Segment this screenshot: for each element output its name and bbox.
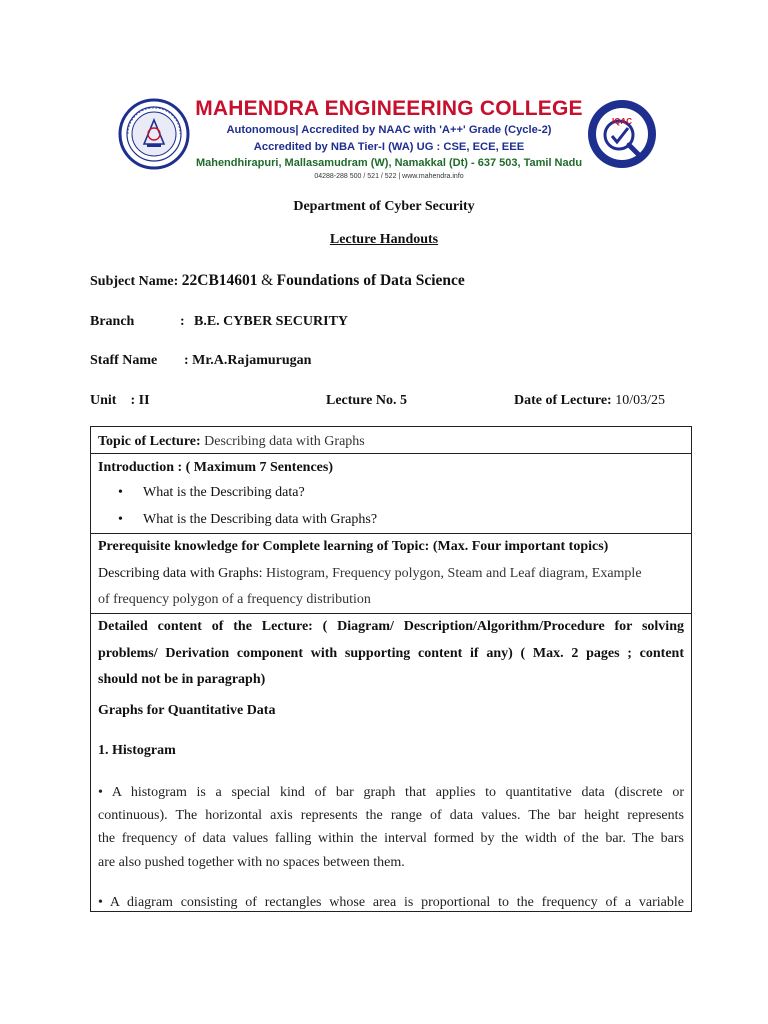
paragraph-line: the frequency of data values falling within the interval formed by the width of the bar. The bars	[98, 831, 684, 847]
histogram-paragraph	[98, 781, 684, 875]
detail-title-line: should not be in paragraph)	[98, 672, 266, 687]
handout-title: Lecture Handouts	[329, 232, 439, 247]
staff-value: : Mr.A.Rajamurugan	[184, 353, 312, 368]
subject-code: 22CB14601	[181, 272, 258, 289]
lecture-number: Lecture No. 5	[326, 393, 407, 408]
department-title: Department of Cyber Security	[293, 199, 475, 214]
branch-label: Branch	[90, 314, 135, 329]
college-contact: 04288-288 500 / 521 / 522 | www.mahendra.info	[314, 173, 464, 180]
unit-label: Unit	[90, 393, 117, 408]
paragraph-line: • A diagram consisting of rectangles whose area is proportional to the frequency of a variable	[98, 895, 684, 911]
prerequisite-row	[91, 534, 691, 614]
letterhead	[118, 96, 678, 184]
date-field	[514, 393, 665, 409]
college-seal-icon	[118, 98, 190, 170]
histogram-heading: 1. Histogram	[98, 742, 176, 758]
subject-separator: &	[261, 272, 274, 289]
list-item: • What is the Describing data?	[98, 479, 684, 506]
topic-row	[91, 427, 691, 454]
topic-label: Topic of Lecture:	[98, 434, 201, 449]
diagram-paragraph	[98, 891, 684, 912]
detail-row	[91, 614, 691, 912]
subject-line	[90, 272, 465, 290]
introduction-row	[91, 454, 691, 534]
college-accreditation: Autonomous| Accredited by NAAC with 'A++' Grade (Cycle-2)	[226, 124, 552, 136]
lecture-table	[90, 426, 692, 912]
date-label: Date of Lecture:	[514, 393, 612, 408]
topic-value: Describing data with Graphs	[204, 434, 365, 449]
prerequisite-label: Describing data with Graphs:	[98, 565, 263, 581]
detail-title-line: Detailed content of the Lecture: ( Diagram/ Description/Algorithm/Procedure for solving	[98, 619, 684, 634]
prerequisite-title: Prerequisite knowledge for Complete learning of Topic: (Max. Four important topics)	[98, 539, 609, 554]
graphs-heading: Graphs for Quantitative Data	[98, 702, 276, 718]
unit-field	[90, 393, 150, 409]
paragraph-line: are also pushed together with no spaces between them.	[98, 854, 405, 870]
branch-value: B.E. CYBER SECURITY	[194, 314, 349, 329]
college-address: Mahendhirapuri, Mallasamudram (W), Namakkal (Dt) - 637 503, Tamil Nadu	[195, 157, 583, 169]
date-value: 10/03/25	[615, 393, 665, 408]
detail-title-line: problems/ Derivation component with supporting content if any) ( Max. 2 pages ; content	[98, 645, 684, 661]
staff-label: Staff Name	[90, 353, 158, 368]
prerequisite-topics: Histogram, Frequency polygon, Steam and Leaf diagram, Example	[265, 565, 642, 581]
subject-label: Subject Name:	[90, 274, 179, 289]
college-nba: Accredited by NBA Tier-I (WA) UG : CSE, ECE, EEE	[253, 141, 525, 153]
paragraph-line: • A histogram is a special kind of bar graph that applies to quantitative data (discrete or	[98, 784, 684, 800]
list-item: • What is the Describing data with Graphs?	[98, 506, 684, 533]
introduction-title: Introduction : ( Maximum 7 Sentences)	[98, 460, 334, 475]
iqac-text: IQAC	[612, 117, 632, 126]
branch-colon: :	[180, 314, 185, 329]
iqac-seal-icon	[586, 98, 658, 170]
prerequisite-topics-cont: of frequency polygon of a frequency distribution	[98, 592, 371, 607]
college-name: MAHENDRA ENGINEERING COLLEGE	[195, 97, 583, 120]
subject-name: Foundations of Data Science	[276, 272, 465, 289]
unit-value: : II	[130, 393, 150, 408]
paragraph-line: continuous). The horizontal axis represents the range of data values. The bar height represents	[98, 807, 684, 823]
